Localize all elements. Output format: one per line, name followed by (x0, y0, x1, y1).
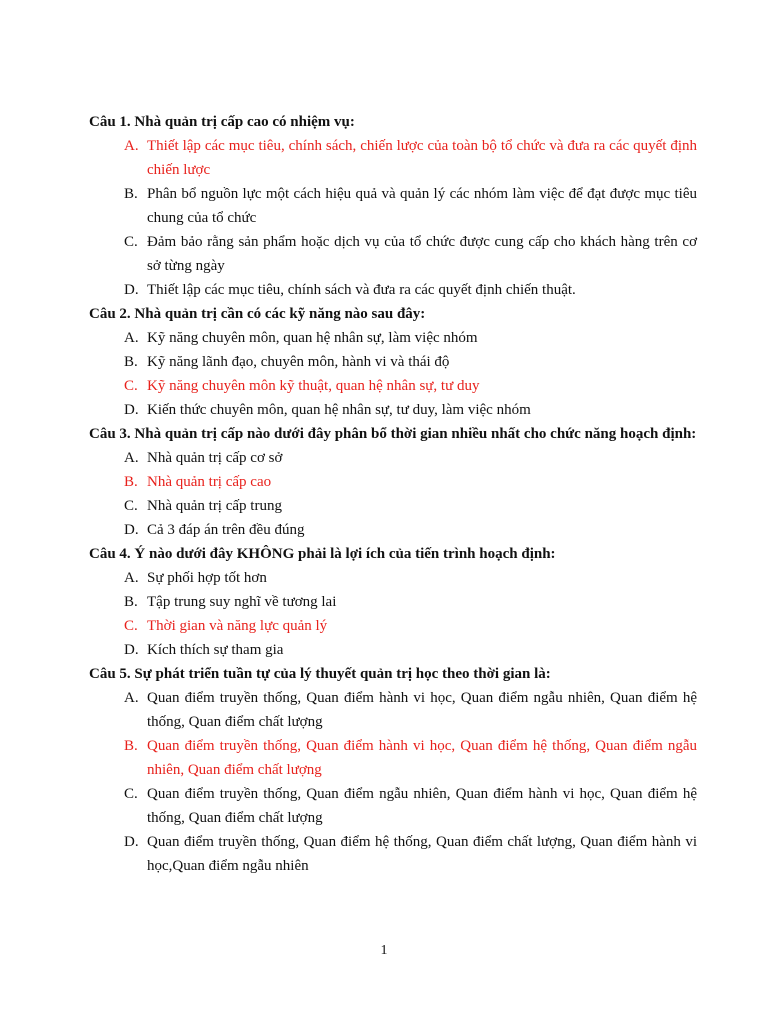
option-text: Kiến thức chuyên môn, quan hệ nhân sự, tư duy, làm việc nhóm (147, 402, 531, 418)
option-letter: A. (124, 138, 139, 154)
option-letter: C. (124, 378, 138, 394)
option-b (89, 350, 697, 374)
option-letter: A. (124, 450, 139, 466)
option-letter: D. (124, 642, 139, 658)
option-letter: C. (124, 498, 138, 514)
option-text: Đảm bảo rằng sản phẩm hoặc dịch vụ của tổ chức được cung cấp cho khách hàng trên cơ sở từng ngày (147, 234, 697, 274)
option-text: Quan điểm truyền thống, Quan điểm hành vi học, Quan điểm ngẫu nhiên, Quan điểm hệ thống, Quan điểm chất lượng (147, 690, 697, 730)
option-letter: C. (124, 618, 138, 634)
question-4 (89, 542, 697, 662)
option-letter: D. (124, 834, 139, 850)
option-text: Nhà quản trị cấp trung (147, 498, 282, 514)
question-1 (89, 110, 697, 302)
option-d (89, 518, 697, 542)
quiz-content (89, 110, 697, 878)
question-5 (89, 662, 697, 878)
option-c (89, 782, 697, 830)
option-c-correct (89, 374, 697, 398)
option-text: Nhà quản trị cấp cao (147, 474, 272, 490)
option-letter: A. (124, 330, 139, 346)
option-letter: B. (124, 186, 138, 202)
option-a (89, 566, 697, 590)
option-c (89, 230, 697, 278)
options-list (89, 446, 697, 542)
question-3 (89, 422, 697, 542)
option-b (89, 182, 697, 230)
option-text: Sự phối hợp tốt hơn (147, 570, 267, 586)
option-letter: B. (124, 474, 138, 490)
question-title: Câu 1. Nhà quản trị cấp cao có nhiệm vụ: (89, 114, 355, 130)
option-letter: B. (124, 594, 138, 610)
option-letter: A. (124, 570, 139, 586)
option-text: Phân bổ nguồn lực một cách hiệu quả và quản lý các nhóm làm việc để đạt được mục tiêu chung của tổ chức (147, 186, 697, 226)
option-text: Tập trung suy nghĩ về tương lai (147, 594, 337, 610)
option-b-correct (89, 734, 697, 782)
option-c (89, 494, 697, 518)
options-list (89, 566, 697, 662)
option-a-correct (89, 134, 697, 182)
option-text: Thiết lập các mục tiêu, chính sách và đưa ra các quyết định chiến thuật. (147, 282, 576, 298)
option-d (89, 278, 697, 302)
options-list (89, 326, 697, 422)
option-letter: D. (124, 402, 139, 418)
option-text: Quan điểm truyền thống, Quan điểm ngẫu nhiên, Quan điểm hành vi học, Quan điểm hệ thống, Quan điểm chất lượng (147, 786, 697, 826)
question-title: Câu 2. Nhà quản trị cần có các kỹ năng nào sau đây: (89, 306, 426, 322)
option-text: Kỹ năng lãnh đạo, chuyên môn, hành vi và thái độ (147, 354, 450, 370)
question-title: Câu 3. Nhà quản trị cấp nào dưới đây phân bổ thời gian nhiều nhất cho chức năng hoạch định: (89, 426, 697, 442)
option-text: Quan điểm truyền thống, Quan điểm hệ thống, Quan điểm chất lượng, Quan điểm hành vi học,Quan điểm ngẫu nhiên (147, 834, 697, 874)
question-2 (89, 302, 697, 422)
option-letter: C. (124, 234, 138, 250)
option-text: Thời gian và năng lực quản lý (147, 618, 328, 634)
option-a (89, 686, 697, 734)
option-letter: D. (124, 282, 139, 298)
option-text: Thiết lập các mục tiêu, chính sách, chiến lược của toàn bộ tổ chức và đưa ra các quyết định chiến lược (147, 138, 697, 178)
option-letter: B. (124, 738, 138, 754)
options-list (89, 686, 697, 878)
question-title: Câu 4. Ý nào dưới đây KHÔNG phải là lợi ích của tiến trình hoạch định: (89, 546, 556, 562)
option-letter: A. (124, 690, 139, 706)
option-letter: D. (124, 522, 139, 538)
option-text: Nhà quản trị cấp cơ sở (147, 450, 283, 466)
option-b-correct (89, 470, 697, 494)
option-text: Quan điểm truyền thống, Quan điểm hành vi học, Quan điểm hệ thống, Quan điểm ngẫu nhiên, Quan điểm chất lượng (147, 738, 697, 778)
question-title: Câu 5. Sự phát triển tuần tự của lý thuyết quản trị học theo thời gian là: (89, 666, 551, 682)
option-text: Kích thích sự tham gia (147, 642, 284, 658)
option-d (89, 398, 697, 422)
page-number: 1 (380, 943, 388, 958)
option-text: Cả 3 đáp án trên đều đúng (147, 522, 305, 538)
option-b (89, 590, 697, 614)
option-text: Kỹ năng chuyên môn kỹ thuật, quan hệ nhân sự, tư duy (147, 378, 480, 394)
option-a (89, 326, 697, 350)
option-c-correct (89, 614, 697, 638)
option-a (89, 446, 697, 470)
option-letter: B. (124, 354, 138, 370)
option-d (89, 830, 697, 878)
options-list (89, 134, 697, 302)
option-d (89, 638, 697, 662)
option-letter: C. (124, 786, 138, 802)
option-text: Kỹ năng chuyên môn, quan hệ nhân sự, làm việc nhóm (147, 330, 478, 346)
